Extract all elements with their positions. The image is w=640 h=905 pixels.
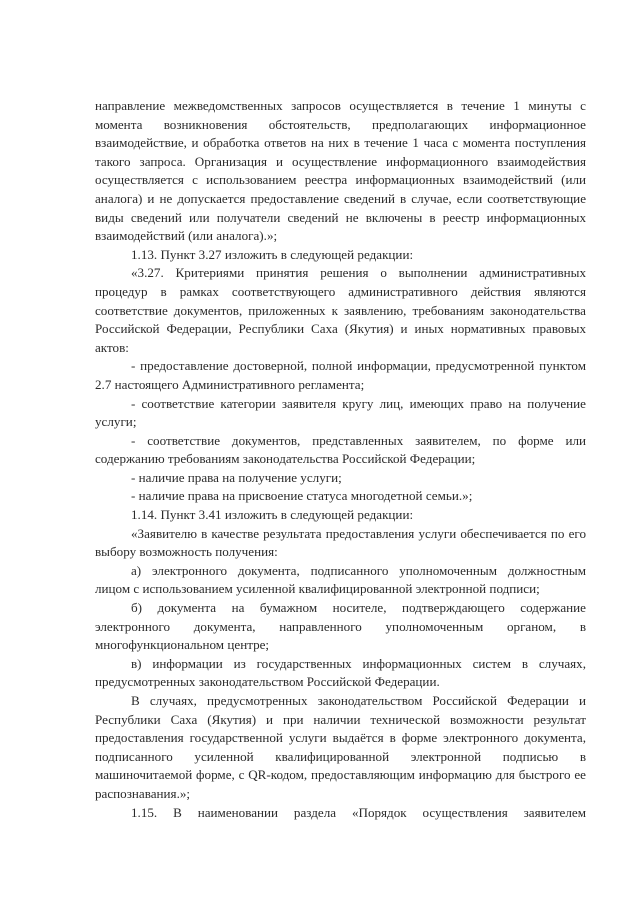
paragraph-clause-3-41: «Заявителю в качестве результата предоставления услуги обеспечивается по его выбору возможность получения:: [95, 525, 586, 560]
list-item-service-right: - наличие права на получение услуги;: [131, 469, 342, 485]
list-item-reliable-information: - предоставление достоверной, полной информации, предусмотренной пунктом 2.7 настоящего Административного регламента;: [95, 358, 586, 392]
paragraph-item-1-14: 1.14. Пункт 3.41 изложить в следующей редакции:: [131, 507, 414, 523]
list-item-c-state-systems-info: в) информации из государственных информационных систем в случаях, предусмотренных законодательством Российской Федерации.: [95, 655, 586, 690]
paragraph-interagency-requests: направление межведомственных запросов осуществляется в течение 1 минуты с момента возникновения обстоятельств, предполагающих информационное взаимодействие, и обработка ответов на них в течение 1 часа с момента поступления такого запроса. Организация и осуществление информационного взаимодействия осуществляется с использованием реестра информационных взаимодействий (или аналога) и не допускается предоставление сведений в случае, если соответствующие виды сведений или получатели сведений не включены в реестр информационных взаимодействий (или аналога).»;: [95, 98, 586, 244]
list-item-a-electronic-document: а) электронного документа, подписанного уполномоченным должностным лицом с использованием усиленной квалифицированной электронной подписи;: [95, 562, 586, 597]
list-item-applicant-category: - соответствие категории заявителя кругу лиц, имеющих право на получение услуги;: [95, 395, 586, 430]
list-item-large-family-status: - наличие права на присвоение статуса многодетной семьи.»;: [131, 488, 473, 504]
paragraph-electronic-result: В случаях, предусмотренных законодательством Российской Федерации и Республики Саха (Якутия) и при наличии технической возможности результат предоставления государственной услуги выдаётся в форме электронного документа, подписанного усиленной квалифицированной электронной подписью в машиночитаемой форме, с QR-кодом, предоставляющим информацию для быстрого ее распознавания.»;: [95, 693, 586, 801]
list-item-documents-compliance: - соответствие документов, представленных заявителем, по форме или содержанию требованиям законодательства Российской Федерации;: [95, 432, 586, 467]
paragraph-item-1-15: 1.15. В наименовании раздела «Порядок осуществления заявителем: [131, 804, 586, 820]
list-item-b-paper-document: б) документа на бумажном носителе, подтверждающего содержание электронного документа, направленного уполномоченным органом, в многофункциональном центре;: [95, 600, 586, 653]
paragraph-item-1-13: 1.13. Пункт 3.27 изложить в следующей редакции:: [131, 246, 414, 262]
document-body: [95, 97, 586, 822]
paragraph-clause-3-27: «3.27. Критериями принятия решения о выполнении административных процедур в рамках соответствующего административного действия являются соответствие документов, приложенных к заявлению, требованиям законодательства Российской Федерации, Республики Саха (Якутия) и иных нормативных правовых актов:: [95, 265, 586, 355]
